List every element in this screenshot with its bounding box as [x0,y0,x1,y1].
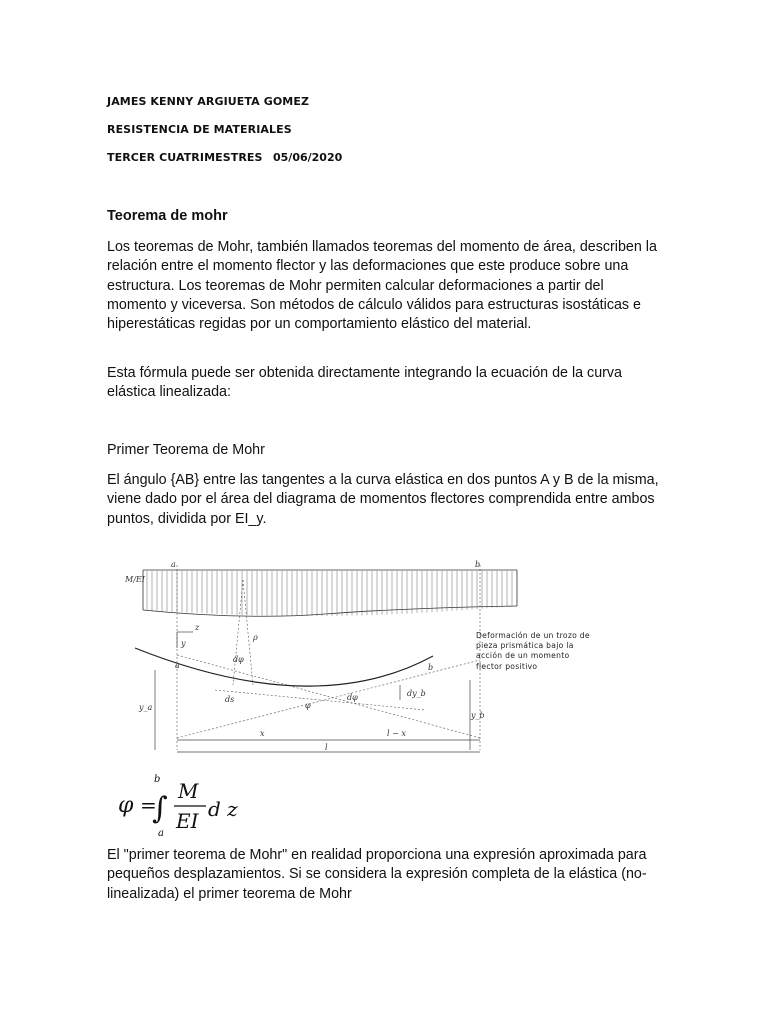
y-label: y [181,639,186,648]
formula-phi: φ [118,793,134,818]
formula-integral-sign: ∫ [152,791,168,826]
formula-numerator: M [178,779,199,803]
moment-diagram-hatch [147,571,512,616]
document-date: 05/06/2020 [273,151,343,164]
formula-denominator: EI [176,809,199,833]
tangent-line-a [177,655,480,738]
first-theorem-paragraph: El ángulo {AB} entre las tangentes a la curva elástica en dos puntos A y B de la misma, viene dado por el área del diagrama de momentos flectores comprendida entre ambos puntos, dividida por EI_y. [107,472,659,527]
dphi-b-label: dφ [347,693,358,702]
ya-label: y_a [139,703,153,712]
subsection-title: Primer Teorema de Mohr [107,442,265,458]
formula-lower-limit: a [158,828,164,839]
yb-label: y_b [471,711,485,720]
figure-caption: Deformación de un trozo de pieza prismática bajo la acción de un momento flector positivo [476,631,590,671]
x-label: x [260,729,265,738]
formula-note-paragraph: Esta fórmula puede ser obtenida directamente integrando la ecuación de la curva elástica linealizada: [107,365,623,401]
a-curve-label: a [175,661,180,670]
m-over-ei-label: M/EI [125,575,145,584]
section-title: Teorema de mohr [107,208,228,224]
author-name: JAMES KENNY ARGIUETA GOMEZ [107,95,310,108]
tangent-line-b [177,660,480,738]
radius-line-2 [243,580,253,685]
dyb-label: dy_b [407,689,426,698]
moment-diagram-curve [143,606,517,616]
b-curve-label: b [428,663,434,672]
intro-paragraph: Los teoremas de Mohr, también llamados teoremas del momento de área, describen la relación entre el momento flector y las deformaciones que este produce sobre una estructura. Los teoremas de Mohr permiten calcular deformaciones a partir del momento y viceversa. Son métodos de cálculo válidos para estructuras isostáticas e hiperestáticas regidas por un comportamiento elástico del material. [107,239,657,333]
formula-upper-limit: b [154,774,161,785]
z-label: z [195,623,200,632]
tangent-line-c [215,690,425,710]
rho-label: ρ [253,633,258,642]
a-top-label: a [171,560,176,569]
b-top-label: b [475,560,481,569]
l-minus-x-label: l − x [387,729,406,738]
phi-label: φ [305,701,311,710]
l-label: l [325,743,328,752]
formula-equals: = [140,793,157,817]
radius-line-1 [233,580,243,685]
dphi-label: dφ [233,655,244,664]
ds-label: ds [225,695,235,704]
term-label: TERCER CUATRIMESTRES [107,151,263,164]
mohr-integral-formula [114,772,254,840]
course-name: RESISTENCIA DE MATERIALES [107,123,292,136]
formula-dz: d z [208,797,238,821]
closing-paragraph: El "primer teorema de Mohr" en realidad proporciona una expresión aproximada para pequeños desplazamientos. Si se considera la expresión completa de la elástica (no-linealizada) el primer teorema de Mohr [107,847,647,902]
